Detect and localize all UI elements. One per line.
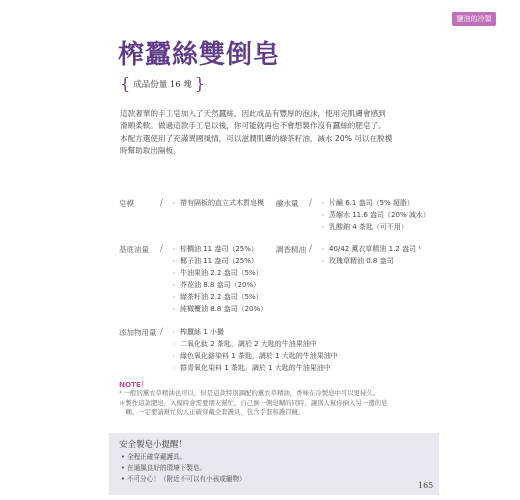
category-tag: 鹽油的冷製 (452, 12, 496, 26)
list-item (319, 222, 408, 232)
list-item (121, 463, 246, 474)
bullet-dot: · (172, 268, 176, 278)
safety-list (121, 452, 246, 485)
list-item (170, 351, 338, 361)
additive-item: 二氧化鈦 2 茶匙，調於 2 大匙的牛油果油中 (180, 340, 317, 348)
list-item (170, 280, 260, 290)
bullet-dot: · (321, 244, 325, 254)
bullet-dot: · (321, 210, 325, 220)
fragrance-item: 玫瑰草精油 0.8 盎司 (329, 257, 394, 265)
bullet-dot: · (321, 198, 325, 208)
additive-item: 榨蠶絲 1 小撮 (180, 328, 224, 336)
oil-item: 純橄欖油 8.8 盎司（20%） (180, 305, 268, 313)
list-item (160, 327, 224, 337)
slash-divider: / (309, 244, 313, 254)
list-item (170, 339, 317, 349)
bullet-dot: · (172, 339, 176, 349)
fragrance-item: 40/42 薰衣草精油 1.2 盎司 ¹ (329, 245, 422, 253)
slash-divider: / (160, 244, 164, 254)
note-line: ＊製作這款肥皂，入模時會需要朋友幫忙，自己倒一側皂糊的同時，讓別人幫你倒入另一邊的皂 (119, 398, 388, 407)
bullet-dot: • (121, 453, 125, 461)
list-item (319, 210, 430, 220)
intro-line: 這款奢華的手工皂加入了天然蠶絲，因此成品有豐厚的泡沫，使用完肌膚會感到 (120, 109, 386, 118)
bullet-dot: · (321, 256, 325, 266)
list-item (309, 244, 421, 254)
list-item (170, 363, 331, 373)
mold-label: 皂模 (119, 199, 134, 208)
yield-text: 成品份量 16 塊 (133, 80, 192, 90)
bullet-dot: • (121, 464, 125, 472)
bullet-dot: · (172, 327, 176, 337)
list-item (170, 304, 267, 314)
note-title: NOTE！ (119, 380, 149, 389)
slash-divider: / (309, 198, 313, 208)
brace-right: } (194, 74, 206, 93)
slash-divider: / (160, 198, 164, 208)
slash-divider: / (160, 327, 164, 337)
list-item (160, 198, 264, 208)
bullet-dot: · (172, 292, 176, 302)
bullet-dot: · (172, 198, 176, 208)
bullet-dot: · (172, 304, 176, 314)
lye-item: 乳酸鈉 4 茶匙（可不用） (329, 223, 408, 231)
oils-label-row (119, 244, 149, 255)
fragrance-label-row (276, 244, 306, 255)
intro-line: 本配方選使用了充滿異國風情，可以滋潤肌膚的綠茶籽油，減水 20% 可以在脫模 (120, 133, 393, 143)
additives-label: 添加物用量 (119, 328, 157, 337)
list-item (170, 268, 263, 278)
bullet-dot: • (121, 475, 125, 483)
yield-heading (120, 76, 205, 92)
list-item (121, 474, 246, 485)
note-line: ¹ 一般的薰衣草精油也可以，但是這款特別調配的薰衣草精油，香味在冷製皂中可以更持久。 (119, 389, 380, 397)
safety-title: 安全製皂小提醒！ (119, 440, 188, 450)
list-item (160, 244, 258, 254)
additives-label-row (119, 327, 157, 338)
safety-item: 全程正確穿戴護具。 (127, 453, 187, 461)
lye-item: 蒸餾水 11.6 盎司（20% 減水） (329, 211, 430, 219)
lye-item: 片鹼 6.1 盎司（5% 超脂） (329, 199, 414, 207)
list-item (170, 292, 263, 302)
mold-item: 帶有隔板的直立式木質皂模 (180, 199, 264, 207)
oil-item: 椰子油 11 盎司（25%） (180, 257, 258, 265)
notes-block (119, 389, 419, 418)
brace-left: { (120, 74, 131, 93)
oil-item: 棕櫚油 11 盎司（25%） (180, 245, 258, 253)
note-line: 糊。一定要請幫忙的人正確穿戴全套護具，包含手套和護目鏡。 (119, 408, 305, 416)
lye-label-row (276, 198, 299, 209)
mold-label-row (119, 198, 134, 209)
oil-item: 芥花油 8.8 盎司（20%） (180, 281, 261, 289)
intro-line: 滑順柔軟。做過這款手工皂以後，你可能就再也不會想製作沒有蠶絲的肥皂了。 (120, 121, 386, 131)
bullet-dot: · (172, 256, 176, 266)
lye-label: 鹼水量 (276, 199, 299, 208)
bullet-dot: · (172, 351, 176, 361)
page-number: 165 (418, 481, 434, 490)
list-item (121, 452, 246, 463)
bullet-dot: · (172, 280, 176, 290)
bullet-dot: · (321, 222, 325, 232)
list-item (170, 256, 258, 266)
safety-item: 不可分心！（附近不可以有小孩或寵物） (127, 475, 246, 483)
list-item (319, 256, 394, 266)
list-item (309, 198, 414, 208)
intro-paragraph (120, 108, 420, 157)
additive-item: 綠色氧化鉻染料 1 茶匙，調於 1 大匙的牛油果油中 (180, 352, 338, 360)
bullet-dot: · (172, 363, 176, 373)
additive-item: 群青氧化染料 1 茶匙，調於 1 大匙的牛油果油中 (180, 364, 331, 372)
page-title: 榨蠶絲雙倒皂 (118, 40, 281, 70)
fragrance-label: 調香精油 (276, 245, 306, 254)
oil-item: 牛油果油 2.2 盎司（5%） (180, 269, 263, 277)
oil-item: 綠茶籽油 2.2 盎司（5%） (180, 293, 263, 301)
oils-label: 基底油量 (119, 245, 149, 254)
safety-item: 在通風良好的環境下製皂。 (127, 464, 207, 472)
intro-line: 時幫助取出隔板。 (120, 145, 181, 155)
bullet-dot: · (172, 244, 176, 254)
